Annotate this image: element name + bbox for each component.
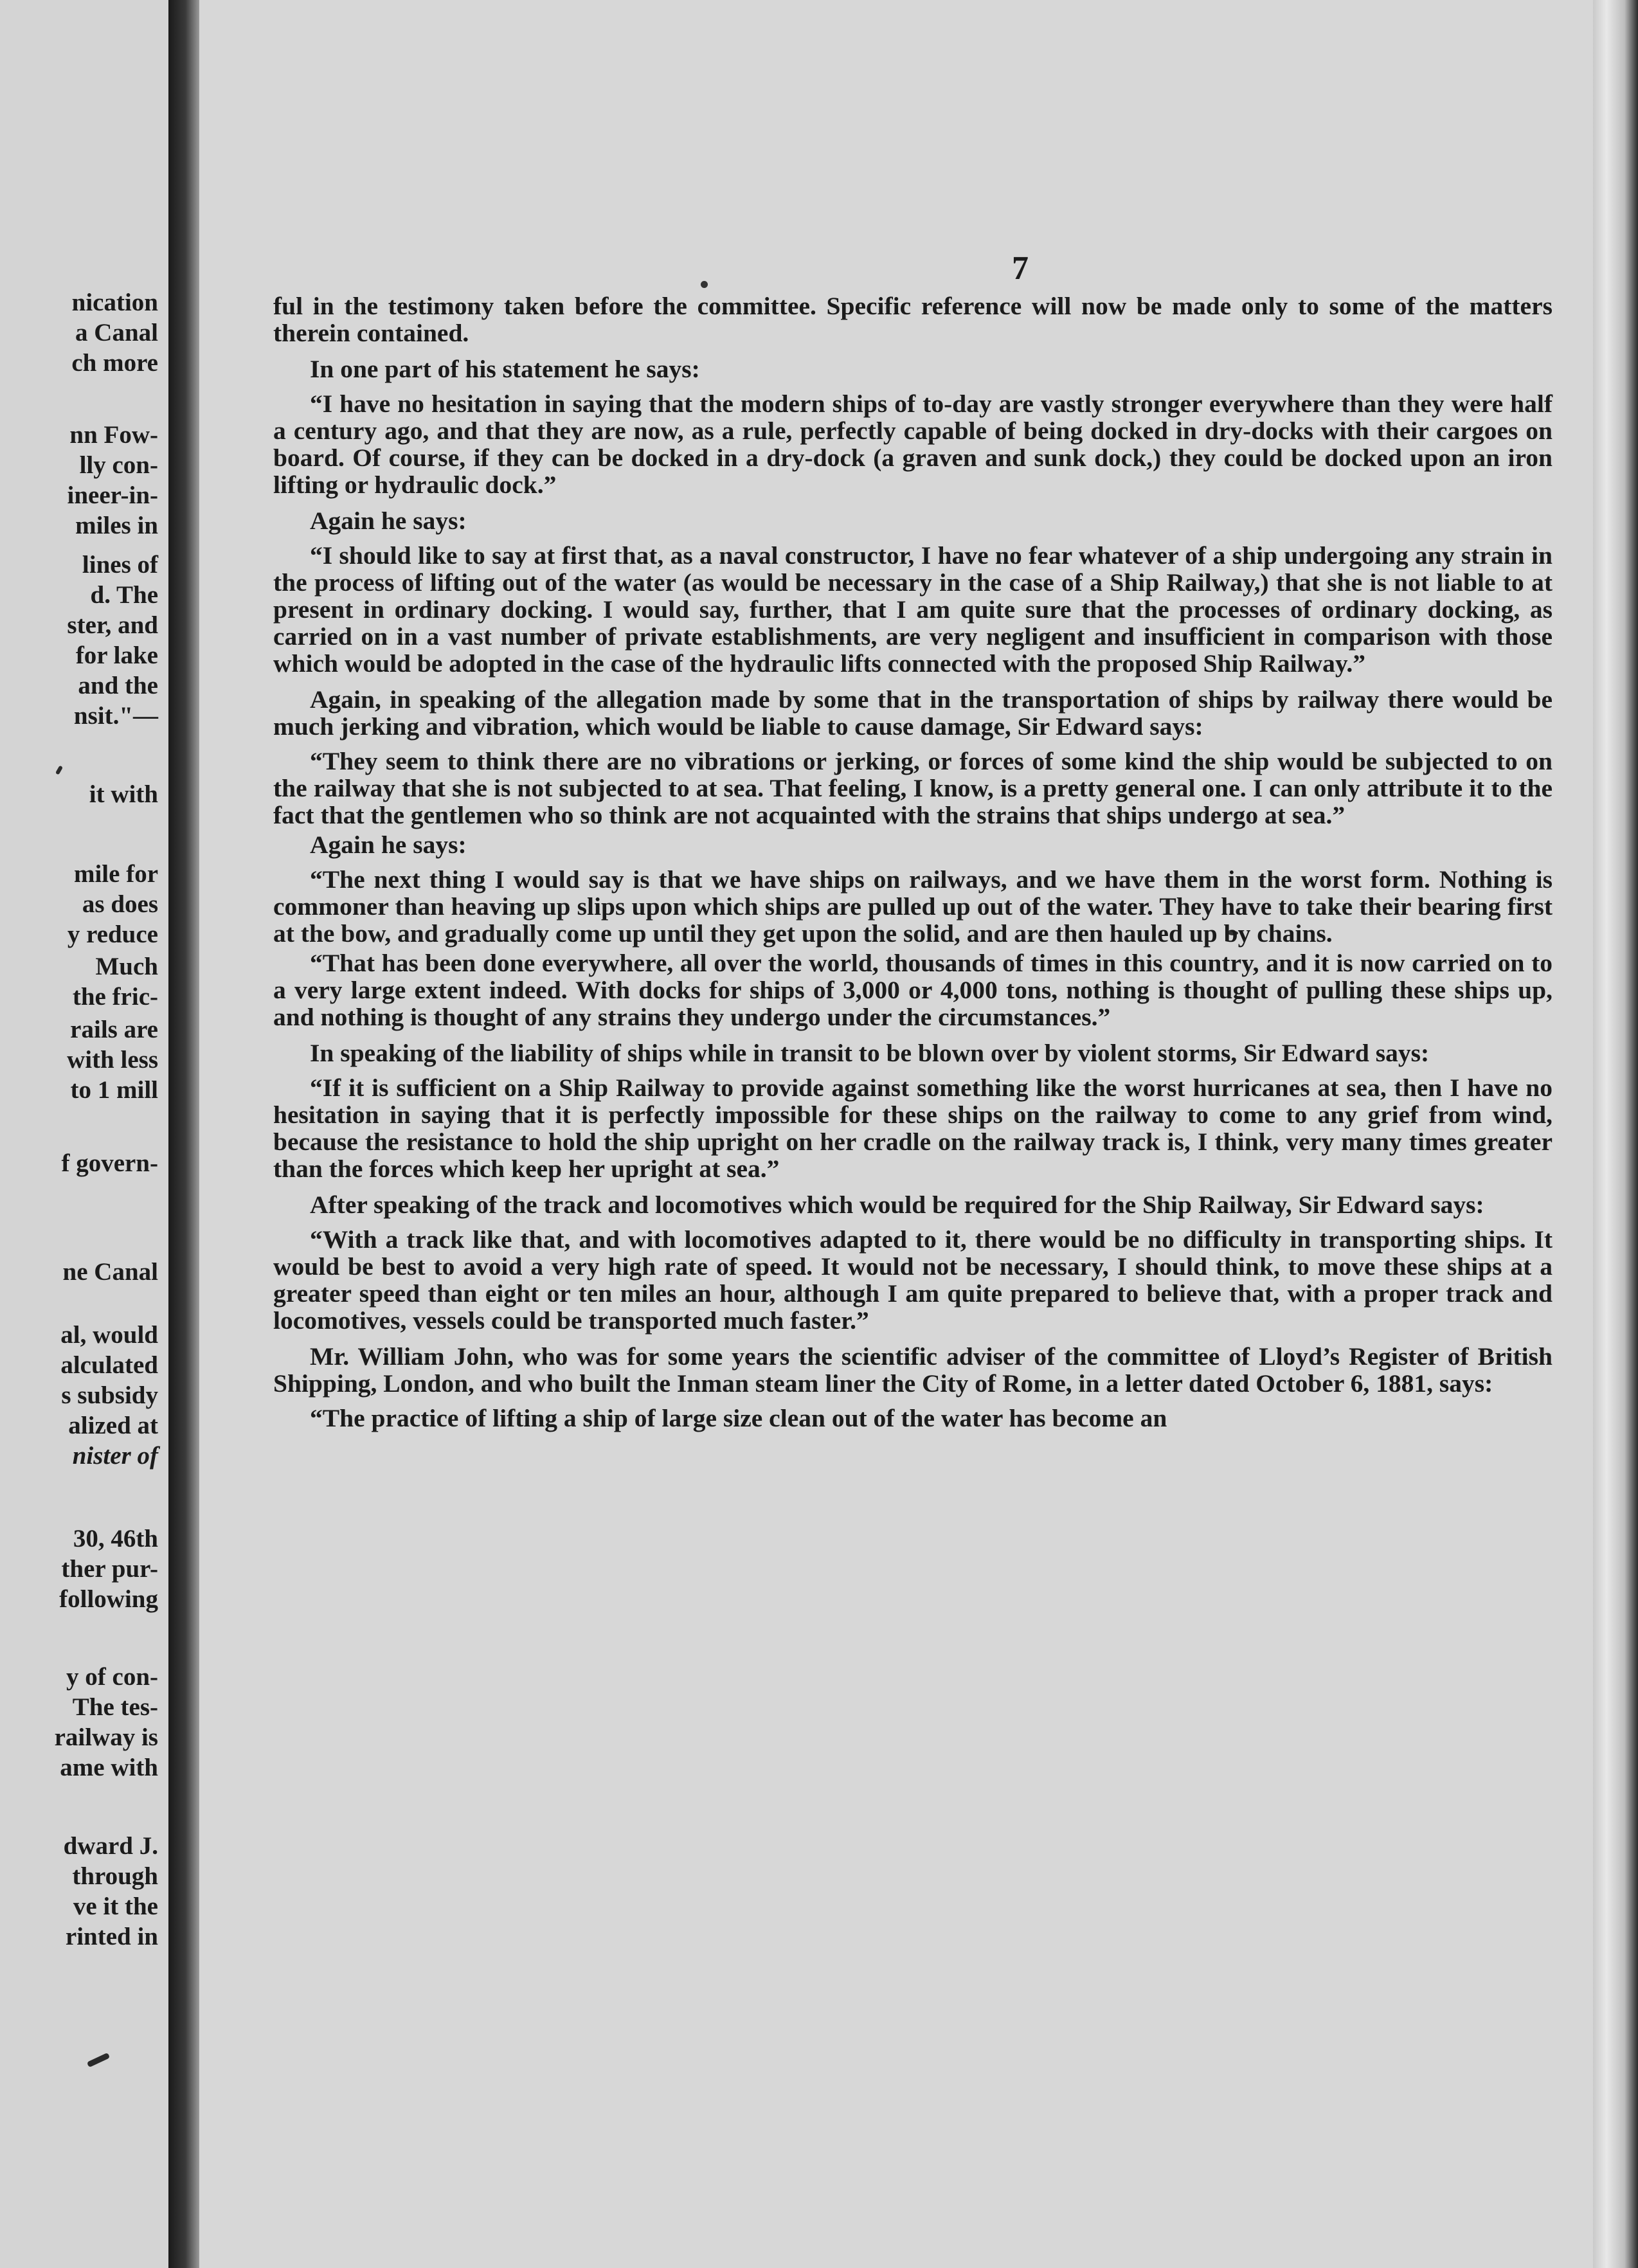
margin-line: it with: [89, 780, 158, 808]
margin-line: lly con-: [79, 451, 158, 479]
margin-line: Much: [95, 953, 158, 980]
margin-line: d. The: [90, 581, 158, 609]
paragraph: In one part of his statement he says:: [310, 355, 700, 383]
margin-line: to 1 mill: [70, 1076, 158, 1104]
margin-line: s subsidy: [61, 1382, 158, 1409]
margin-line: following: [59, 1585, 158, 1613]
margin-line: f govern-: [61, 1149, 158, 1177]
margin-line: ve it the: [73, 1893, 158, 1920]
margin-line: the fric-: [72, 983, 158, 1011]
paragraph: Again, in speaking of the allegation made by some that in the transportation of ships by railway there would be much jerking and vibration, which would be liable to cause damage, Sir Edward says:: [273, 685, 1553, 741]
margin-line: mile for: [73, 860, 158, 888]
margin-line: ame with: [60, 1754, 158, 1781]
margin-line: with less: [67, 1046, 158, 1074]
margin-line: nister of: [72, 1442, 158, 1470]
book-gutter: [168, 0, 199, 2268]
paragraph: After speaking of the track and locomotives which would be required for the Ship Railway, Sir Edward says:: [310, 1191, 1484, 1219]
margin-line: nication: [71, 289, 158, 316]
margin-line: nsit."—: [73, 702, 158, 730]
right-page: [199, 0, 1593, 2268]
quoted-testimony: “The next thing I would say is that we have ships on railways, and we have them in the worst form. Nothing is commoner than heaving up slips upon which ships are pulled up out of the water. They have to take their bearing first at the bow, and gradually come up until they get upon the solid, and are then hauled up by chains.: [273, 865, 1553, 948]
margin-line: lines of: [82, 551, 158, 579]
body-text: [273, 292, 1553, 1432]
quoted-testimony: “The practice of lifting a ship of large size clean out of the water has become an: [310, 1404, 1167, 1432]
paragraph: ful in the testimony taken before the committee. Specific reference will now be made only to some of the matters therein contained.: [273, 292, 1553, 347]
quoted-testimony: “With a track like that, and with locomotives adapted to it, there would be no difficulty in transporting ships. It would be best to avoid a very high rate of speed. It would not be necessary, I should think, to move these ships at a greater speed than eight or ten miles an hour, although I am quite prepared to believe that, with a proper track and locomotives, vessels could be transported much faster.”: [273, 1225, 1553, 1335]
margin-line: rinted in: [65, 1923, 158, 1950]
page-edge: [1593, 0, 1638, 2268]
quoted-testimony: “They seem to think there are no vibrations or jerking, or forces of some kind the ship would be subjected to on the railway that she is not subjected to at sea. That feeling, I know, is a pretty general one. I can only attribute it to the fact that the gentlemen who so think are not acquainted with the strains that ships undergo at sea.”: [273, 747, 1553, 829]
margin-line: through: [72, 1862, 158, 1890]
page-number: 7: [1012, 250, 1029, 287]
quoted-testimony: “If it is sufficient on a Ship Railway to provide against something like the worst hurricanes at sea, then I have no hesitation in saying that it is perfectly impossible for these ships on the railway to come to any grief from wind, because the resistance to hold the ship upright on her cradle on the railway track is, I think, very many times greater than the forces which keep her upright at sea.”: [273, 1074, 1553, 1183]
margin-line: for lake: [75, 642, 158, 669]
margin-line: railway is: [54, 1724, 158, 1751]
margin-line: alized at: [68, 1412, 158, 1439]
quoted-testimony: “I have no hesitation in saying that the modern ships of to-day are vastly stronger everywhere than they were half a century ago, and that they are now, as a rule, perfectly capable of being docked in dry-docks with their cargoes on board. Of course, if they can be docked in a dry-dock (a graven and sunk dock,) they could be docked upon an iron lifting or hydraulic dock.”: [273, 390, 1553, 499]
margin-line: al, would: [60, 1321, 158, 1349]
margin-line: ineer-in-: [67, 482, 158, 509]
paragraph: Mr. William John, who was for some years the scientific adviser of the committee of Lloyd’s Register of British Shipping, London, and who built the Inman steam liner the City of Rome, in a letter dated October 6, 1881, says:: [273, 1342, 1553, 1398]
margin-line: and the: [78, 672, 158, 699]
paragraph: Again he says:: [310, 831, 467, 859]
margin-line: alculated: [60, 1351, 158, 1379]
paragraph: Again he says:: [310, 507, 467, 535]
margin-line: as does: [82, 890, 158, 918]
margin-line: y reduce: [67, 921, 158, 948]
margin-line: a Canal: [75, 319, 158, 346]
margin-line: dward J.: [63, 1832, 158, 1860]
margin-line: miles in: [75, 512, 158, 539]
margin-line: rails are: [70, 1016, 158, 1043]
margin-line: ne Canal: [62, 1258, 158, 1286]
margin-line: y of con-: [66, 1663, 158, 1691]
margin-line: ster, and: [67, 611, 158, 639]
margin-line: nn Fow-: [69, 421, 158, 449]
ink-mark: [55, 765, 63, 775]
quoted-testimony: “I should like to say at first that, as a naval constructor, I have no fear whatever of a ship undergoing any strain in the process of lifting out of the water (as would be necessary in the case of a Ship Railway,) that she is not liable to at present in ordinary docking. I would say, further, that I am quite sure that the processes of ordinary docking, as carried on in a vast number of private establishments, are very negligent and insufficient in comparison with those which would be adopted in the case of the hydraulic lifts connected with the proposed Ship Railway.”: [273, 541, 1553, 678]
quoted-testimony: “That has been done everywhere, all over the world, thousands of times in this country, and it is now carried on to a very large extent indeed. With docks for ships of 3,000 or 4,000 tons, nothing is thought of pulling these ships up, and nothing is thought of any strains they undergo under the circumstances.”: [273, 949, 1553, 1031]
ink-mark: [87, 2053, 110, 2067]
paragraph: In speaking of the liability of ships while in transit to be blown over by violent storms, Sir Edward says:: [310, 1039, 1430, 1067]
margin-line: 30, 46th: [73, 1525, 158, 1553]
left-facing-page: [0, 0, 168, 2268]
margin-line: ch more: [71, 349, 158, 377]
margin-line: The tes-: [72, 1693, 158, 1721]
margin-line: ther pur-: [61, 1555, 158, 1583]
ink-speck: [701, 281, 708, 288]
